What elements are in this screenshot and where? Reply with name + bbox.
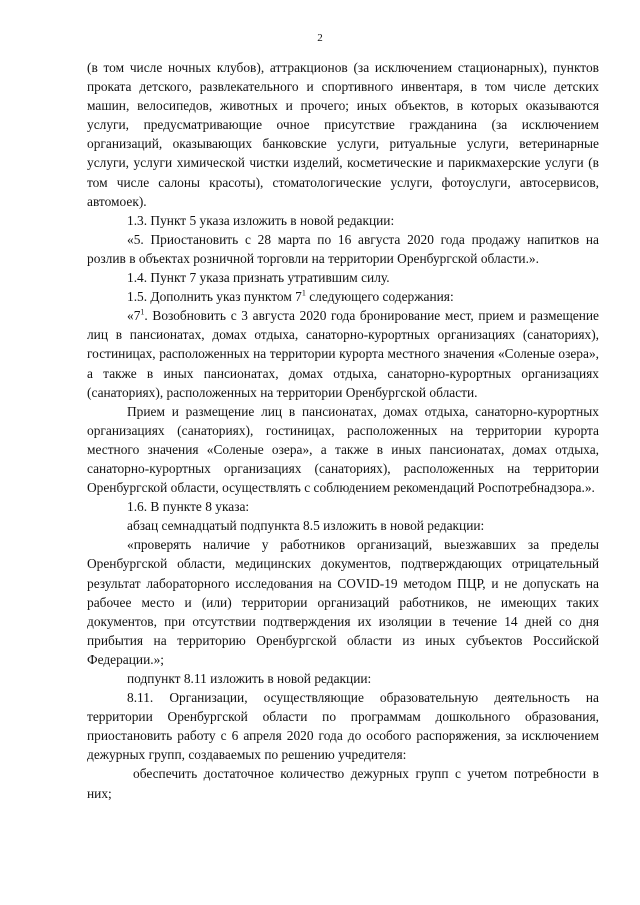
paragraph-accommodation: Прием и размещение лиц в пансионатах, домах отдыха, санаторно-курортных организациях (санаториях), гостиницах, расположенных на территории курорта местного значения «Соленые озера», а также в иных пансионатах, домах отдыха, санаторно-курортных организациях (санаториях), расположенных на территории Оренбургской области, осуществлять с соблюдением рекомендаций Роспотребнадзора.». bbox=[87, 403, 599, 496]
text-run: «7 bbox=[127, 308, 141, 324]
superscript: 1 bbox=[301, 288, 306, 298]
paragraph-duty-groups: обеспечить достаточное количество дежурных групп с учетом потребности в них; bbox=[87, 766, 599, 801]
text-run: . Возобновить с 3 августа 2020 года бронирование мест, прием и размещение лиц в пансионатах, домах отдыха, санаторно-курортных организациях (санаториях), гостиницах, расположенных на территории курорта местного значения «Соленые озера», а также в иных пансионатах, домах отдыха, санаторно-курортных организациях (санаториях), расположенных на территории Оренбургской области. bbox=[87, 308, 599, 400]
paragraph-subitem-8-5-intro: абзац семнадцатый подпункта 8.5 изложить в новой редакции: bbox=[127, 518, 485, 534]
paragraph-subitem-8-11: 8.11. Организации, осуществляющие образовательную деятельность на территории Оренбургской области по программам дошкольного образования, приостановить работу с 6 апреля 2020 года до особого распоряжения, за исключением дежурных групп, создаваемых по решению учредителя: bbox=[87, 690, 599, 763]
paragraph-list-continuation: (в том числе ночных клубов), аттракционов (за исключением стационарных), пунктов проката детского, развлекательного и спортивного инвентаря, в том числе детских машин, велосипедов, животных и прочего; иных объектов, в которых оказываются услуги, предусматривающие очное присутствие гражданина (за исключением организаций, оказывающих банковские услуги, ритуальные услуги, ветеринарные услуги, услуги химической чистки изделий, косметические и парикмахерские услуги (в том числе салоны красоты), стоматологические услуги, фотоуслуги, автосервисов, автомоек). bbox=[87, 60, 599, 209]
document-body bbox=[87, 58, 599, 803]
text-run: следующего содержания: bbox=[305, 289, 454, 305]
text-run: 1.5. Дополнить указ пунктом 7 bbox=[127, 289, 302, 305]
page-number: 2 bbox=[317, 32, 323, 44]
paragraph-item-1-6: 1.6. В пункте 8 указа: bbox=[127, 499, 250, 515]
paragraph-item-5-text: «5. Приостановить с 28 марта по 16 августа 2020 года продажу напитков на розлив в объектах розничной торговли на территории Оренбургской области.». bbox=[87, 231, 599, 266]
paragraph-item-7-1 bbox=[87, 306, 599, 401]
paragraph-item-1-3: 1.3. Пункт 5 указа изложить в новой редакции: bbox=[127, 212, 395, 228]
paragraph-subitem-8-11-intro: подпункт 8.11 изложить в новой редакции: bbox=[127, 671, 372, 686]
paragraph-item-1-5 bbox=[87, 287, 599, 306]
paragraph-covid-check: «проверять наличие у работников организаций, выезжавших за пределы Оренбургской области, медицинских документов, подтверждающих отрицательный результат лабораторного исследования на COVID-19 методом ПЦР, и не допускать на рабочее место и (или) территории организаций работников, не имеющих таких документов, при отсутствии подтверждения их изоляции в течение 14 дней со дня прибытия на территорию Оренбургской области из иных субъектов Российской Федерации.»; bbox=[87, 537, 599, 667]
superscript: 1 bbox=[140, 307, 145, 317]
paragraph-item-1-4: 1.4. Пункт 7 указа признать утратившим силу. bbox=[127, 270, 390, 286]
